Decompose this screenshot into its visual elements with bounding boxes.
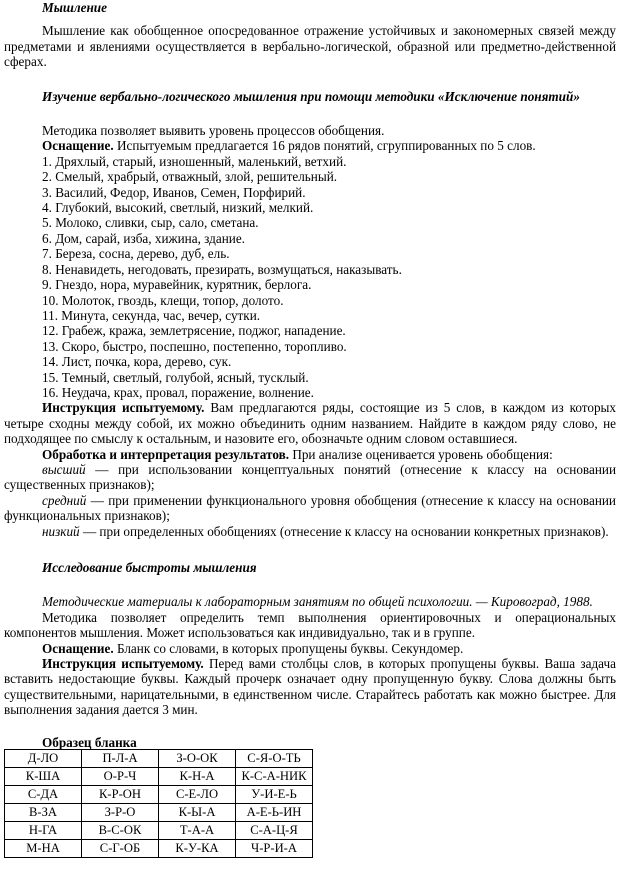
document-page xyxy=(4,0,616,858)
processing-label: Обработка и интерпретация результатов. xyxy=(42,446,290,462)
equipment-label: Оснащение. xyxy=(42,138,114,154)
table-cell: С-Я-О-ТЬ xyxy=(236,749,313,767)
instruction-text: Вам предлагаются ряды, состоящие из 5 слов, в каждом из которых четыре сходны между собой, их можно объединить одним названием. Найдите в каждом ряду слово, не подходящее по смыслу к остальным, и назовите его, обозначьте одним словом оставшиеся. xyxy=(4,400,616,447)
paragraph-thinking-definition: Мышление как обобщенное опосредованное отражение устойчивых и закономерных связей между предметами и явлениями осуществляется в вербально-логической, образной или предметно-действенной сферах. xyxy=(4,23,616,70)
list-item: 15. Темный, светлый, голубой, ясный, тусклый. xyxy=(42,369,309,385)
equipment-label: Оснащение. xyxy=(42,640,114,656)
table-cell: А-Е-Ь-ИН xyxy=(236,803,313,821)
paragraph-exclusion-instruction xyxy=(4,400,616,446)
equipment-text: Испытуемым предлагается 16 рядов понятий, сгруппированных по 5 слов. xyxy=(116,138,536,154)
list-item: 3. Василий, Федор, Иванов, Семен, Порфирий. xyxy=(42,184,306,200)
table-row xyxy=(5,839,313,857)
equipment-text: Бланк со словами, в которых пропущены буквы. Секундомер. xyxy=(116,640,464,656)
processing-text: При анализе оценивается уровень обобщения: xyxy=(292,446,553,462)
table-cell: К-ША xyxy=(5,767,82,785)
table-cell: В-ЗА xyxy=(5,803,82,821)
table-cell: К-Ы-А xyxy=(159,803,236,821)
list-item: 12. Грабеж, кража, землетрясение, поджог, нападение. xyxy=(42,323,346,339)
paragraph-exclusion-equipment xyxy=(4,138,616,153)
section-title-thinking: Мышление xyxy=(42,0,107,15)
level-item xyxy=(4,493,616,524)
table-cell: К-Р-ОН xyxy=(82,785,159,803)
list-item: 7. Береза, сосна, дерево, дуб, ель. xyxy=(42,246,230,262)
level-term: средний xyxy=(42,492,87,508)
sample-blank-table xyxy=(4,749,313,858)
table-cell: К-С-А-НИК xyxy=(236,767,313,785)
table-row xyxy=(5,767,313,785)
table-cell: М-НА xyxy=(5,839,82,857)
table-row xyxy=(5,803,313,821)
instruction-label: Инструкция испытуемому. xyxy=(42,656,204,672)
list-item: 10. Молоток, гвоздь, клещи, топор, долото. xyxy=(42,292,284,308)
table-row xyxy=(5,821,313,839)
table-cell: В-С-ОК xyxy=(82,821,159,839)
paragraph-speed-equipment xyxy=(4,641,616,656)
table-row xyxy=(5,749,313,767)
blank-title: Образец бланка xyxy=(42,734,137,750)
paragraph-speed-intro: Методика позволяет определить темп выполнения ориентировочных и операциональных компонентов мышления. Может использоваться как индивидуально, так и в группе. xyxy=(4,609,616,641)
table-cell: К-У-КА xyxy=(159,839,236,857)
table-cell: О-Р-Ч xyxy=(82,767,159,785)
list-item: 4. Глубокий, высокий, светлый, низкий, мелкий. xyxy=(42,200,314,216)
level-term: высший xyxy=(42,461,86,477)
table-cell: П-Л-А xyxy=(82,749,159,767)
list-item: 2. Смелый, храбрый, отважный, злой, решительный. xyxy=(42,169,338,185)
list-item: 9. Гнездо, нора, муравейник, курятник, берлога. xyxy=(42,277,312,293)
list-item: 16. Неудача, крах, провал, поражение, волнение. xyxy=(42,384,314,400)
citation: Методические материалы к лабораторным занятиям по общей психологии. — Кировоград, 1988. xyxy=(42,594,593,610)
section-title-exclusion-method: Изучение вербально-логического мышления при помощи методики «Исключение понятий» xyxy=(42,88,580,104)
table-cell: Н-ГА xyxy=(5,821,82,839)
table-cell: С-Е-ЛО xyxy=(159,785,236,803)
list-item: 5. Молоко, сливки, сыр, сало, сметана. xyxy=(42,215,259,231)
table-row xyxy=(5,785,313,803)
section-title-thinking-speed: Исследование быстроты мышления xyxy=(42,560,257,575)
list-item: 1. Дряхлый, старый, изношенный, маленький, ветхий. xyxy=(42,153,347,169)
level-item xyxy=(4,524,616,539)
paragraph-speed-instruction xyxy=(4,656,616,718)
table-cell: У-И-Е-Ь xyxy=(236,785,313,803)
table-cell: С-Г-ОБ xyxy=(82,839,159,857)
table-cell: Д-ЛО xyxy=(5,749,82,767)
table-cell: С-А-Ц-Я xyxy=(236,821,313,839)
list-item: 11. Минута, секунда, час, вечер, сутки. xyxy=(42,307,261,323)
list-item: 13. Скоро, быстро, поспешно, постепенно, торопливо. xyxy=(42,338,347,354)
level-text: — при использовании концептуальных понятий (отнесение к классу на основании существенных признаков); xyxy=(4,461,617,493)
level-term: низкий xyxy=(42,523,80,539)
level-text: — при определенных обобщениях (отнесение к классу на основании конкретных признаков). xyxy=(82,523,609,539)
table-cell: К-Н-А xyxy=(159,767,236,785)
list-item: 14. Лист, почка, кора, дерево, сук. xyxy=(42,354,232,370)
table-cell: З-О-ОК xyxy=(159,749,236,767)
paragraph-exclusion-processing xyxy=(4,447,616,462)
instruction-text: Перед вами столбцы слов, в которых пропущены буквы. Ваша задача вставить недостающие буквы. Каждый прочерк означает одну пропущенную букву. Слова должны быть существительными, нарицательными, в единственном числе. Старайтесь работать как можно быстрее. Для выполнения задания дается 3 мин. xyxy=(4,656,616,718)
word-rows-list xyxy=(4,154,616,401)
table-cell: Т-А-А xyxy=(159,821,236,839)
table-cell: С-ДА xyxy=(5,785,82,803)
level-item xyxy=(4,462,616,493)
instruction-label: Инструкция испытуемому. xyxy=(42,400,205,416)
level-text: — при применении функционального уровня обобщения (отнесение к классу на основании функциональных признаков); xyxy=(4,492,616,524)
table-cell: З-Р-О xyxy=(82,803,159,821)
list-item: 8. Ненавидеть, негодовать, презирать, возмущаться, наказывать. xyxy=(42,261,402,277)
paragraph-exclusion-intro: Методика позволяет выявить уровень процессов обобщения. xyxy=(42,123,385,139)
list-item: 6. Дом, сарай, изба, хижина, здание. xyxy=(42,230,245,246)
table-cell: Ч-Р-И-А xyxy=(236,839,313,857)
